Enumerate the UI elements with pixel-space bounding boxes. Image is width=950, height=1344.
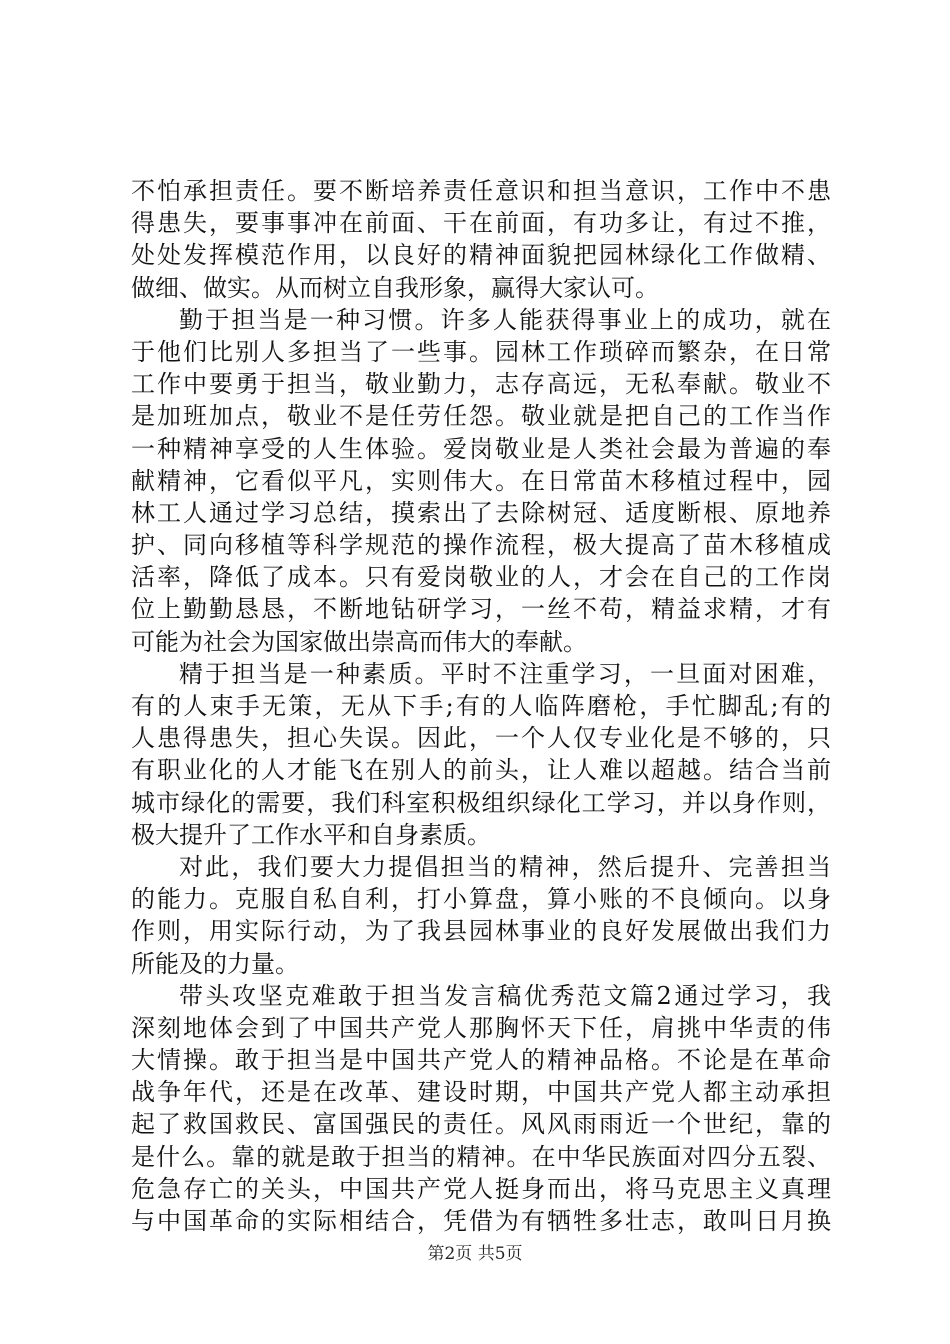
text-line: 于他们比别人多担当了一些事。园林工作琐碎而繁杂，在日常 xyxy=(131,337,831,366)
text-line: 深刻地体会到了中国共产党人那胸怀天下任，肩挑中华责的伟 xyxy=(131,1013,831,1042)
text-line: 极大提升了工作水平和自身素质。 xyxy=(131,820,491,849)
text-line: 护、同向移植等科学规范的操作流程，极大提高了苗木移植成 xyxy=(131,531,831,560)
text-line: 献精神，它看似平凡，实则伟大。在日常苗木移植过程中，园 xyxy=(131,466,831,495)
text-line: 危急存亡的关头，中国共产党人挺身而出，将马克思主义真理 xyxy=(131,1174,831,1203)
text-line: 一种精神享受的人生体验。爱岗敬业是人类社会最为普遍的奉 xyxy=(131,434,831,463)
text-line: 有的人束手无策，无从下手;有的人临阵磨枪，手忙脚乱;有的 xyxy=(131,692,831,720)
text-line: 作则，用实际行动，为了我县园林事业的良好发展做出我们力 xyxy=(131,917,831,946)
text-line: 对此，我们要大力提倡担当的精神，然后提升、完善担当 xyxy=(179,852,831,881)
text-line: 精于担当是一种素质。平时不注重学习，一旦面对困难， xyxy=(179,659,831,688)
text-line: 是加班加点，敬业不是任劳任怨。敬业就是把自己的工作当作 xyxy=(131,402,831,431)
text-line: 人患得患失，担心失误。因此，一个人仅专业化是不够的，只 xyxy=(131,724,831,753)
text-line: 城市绿化的需要，我们科室积极组织绿化工学习，并以身作则， xyxy=(131,788,831,817)
text-line: 处处发挥模范作用，以良好的精神面貌把园林绿化工作做精、 xyxy=(131,241,831,270)
text-line: 勤于担当是一种习惯。许多人能获得事业上的成功，就在 xyxy=(179,305,831,334)
text-line: 与中国革命的实际相结合，凭借为有牺牲多壮志，敢叫日月换 xyxy=(131,1207,831,1235)
text-line: 林工人通过学习总结，摸索出了去除树冠、适度断根、原地养 xyxy=(131,498,831,527)
text-line: 不怕承担责任。要不断培养责任意识和担当意识，工作中不患 xyxy=(131,177,831,205)
text-line: 可能为社会为国家做出崇高而伟大的奉献。 xyxy=(131,627,587,656)
text-line: 所能及的力量。 xyxy=(131,949,299,978)
text-line: 战争年代，还是在改革、建设时期，中国共产党人都主动承担 xyxy=(131,1078,831,1107)
text-line: 做细、做实。从而树立自我形象，赢得大家认可。 xyxy=(131,273,659,302)
text-line: 位上勤勤恳恳，不断地钻研学习，一丝不苟，精益求精，才有 xyxy=(131,595,831,624)
text-line: 的能力。克服自私自利，打小算盘，算小账的不良倾向。以身 xyxy=(131,885,831,914)
text-line: 带头攻坚克难敢于担当发言稿优秀范文篇2通过学习，我 xyxy=(179,981,831,1010)
text-line: 得患失，要事事冲在前面、干在前面，有功多让，有过不推， xyxy=(131,209,831,238)
page-footer: 第2页 共5页 xyxy=(427,1244,523,1264)
text-line: 活率，降低了成本。只有爱岗敬业的人，才会在自己的工作岗 xyxy=(131,563,831,592)
text-line: 是什么。靠的就是敢于担当的精神。在中华民族面对四分五裂、 xyxy=(131,1142,831,1171)
text-line: 起了救国救民、富国强民的责任。风风雨雨近一个世纪，靠的 xyxy=(131,1110,831,1139)
document-body xyxy=(131,175,831,1237)
text-line: 有职业化的人才能飞在别人的前头，让人难以超越。结合当前 xyxy=(131,756,831,785)
text-line: 工作中要勇于担当，敬业勤力，志存高远，无私奉献。敬业不 xyxy=(131,370,831,399)
text-line: 大情操。敢于担当是中国共产党人的精神品格。不论是在革命 xyxy=(131,1046,831,1075)
